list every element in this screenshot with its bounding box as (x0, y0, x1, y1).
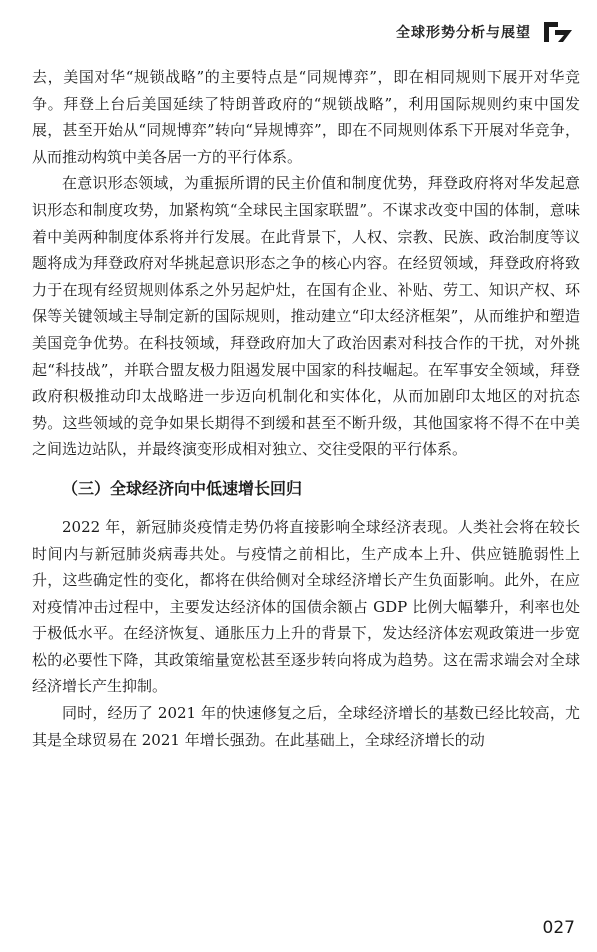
body-paragraph-continued: 去，美国对华“规锁战略”的主要特点是“同规博弈”，即在相同规则下展开对华竞争。拜登上台后美国延续了特朗普政府的“规锁战略”，利用国际规则约束中国发展，甚至开始从“同规博弈”转向“异规博弈”，即在不同规则体系下开展对华竞争，从而推动构筑中美各居一方的平行体系。 (32, 68, 580, 166)
body-paragraph-economy-base: 同时，经历了 2021 年的快速修复之后，全球经济增长的基数已经比较高，尤其是全球贸易在 2021 年增长强劲。在此基础上，全球经济增长的动 (32, 704, 580, 749)
running-header-title: 全球形势分析与展望 (396, 25, 531, 41)
body-paragraph-economy-2022: 2022 年，新冠肺炎疫情走势仍将直接影响全球经济表现。人类社会将在较长时间内与新冠肺炎病毒共处。与疫情之前相比，生产成本上升、供应链脆弱性上升，这些确定性的变化，都将在供给侧对全球经济增长产生负面影响。此外，在应对疫情冲击过程中，主要发达经济体的国债余额占 GDP 比例大幅攀升，利率也处于极低水平。在经济恢复、通胀压力上升的背景下，发达经济体宏观政策进一步宽松的必要性下降，其政策缩量宽松甚至逐步转向将成为趋势。这在需求端会对全球经济增长产生抑制。 (32, 517, 580, 696)
body-paragraph-ideology: 在意识形态领域，为重振所谓的民主价值和制度优势，拜登政府将对华发起意识形态和制度攻势，加紧构筑“全球民主国家联盟”。不谋求改变中国的体制，意味着中美两种制度体系将并行发展。在此背景下，人权、宗教、民族、政治制度等议题将成为拜登政府对华挑起意识形态之争的核心内容。在经贸领域，拜登政府将致力于在现有经贸规则体系之外另起炉灶，在国有企业、补贴、劳工、知识产权、环保等关键领域主导制定新的国际规则，推动建立“印太经济框架”，从而维护和塑造美国竞争优势。在科技领域，拜登政府加大了政治因素对科技合作的干扰，对外挑起“科技战”，并联合盟友极力阻遏发展中国家的科技崛起。在军事安全领域，拜登政府积极推动印太战略进一步迈向机制化和实体化，从而加剧印太地区的对抗态势。这些领域的竞争如果长期得不到缓和甚至不断升级，其他国家将不得不在中美之间选边站队，并最终演变形成相对独立、交往受限的平行体系。 (32, 174, 580, 459)
page-body (32, 64, 580, 753)
section-heading: （三）全球经济向中低速增长回归 (62, 478, 303, 498)
corner-bracket-arrow-icon (541, 19, 575, 45)
page-number: 027 (542, 918, 575, 938)
running-header (396, 16, 575, 48)
